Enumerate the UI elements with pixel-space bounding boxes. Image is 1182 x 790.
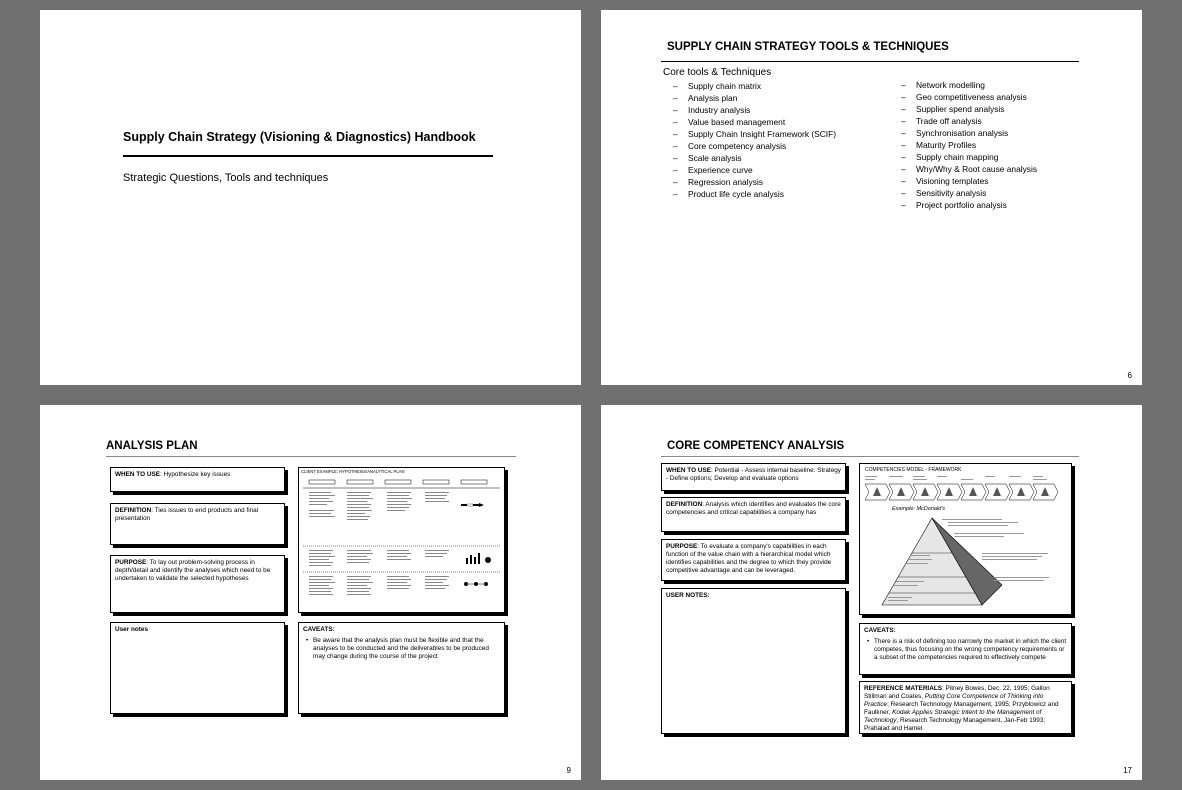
ref-title-2: Kodak Applies Strategic Intent to the Management of Technology (864, 709, 1042, 724)
list-item: – Network modelling (901, 79, 1037, 91)
caveats-list (864, 638, 1067, 662)
slide-core-competency (601, 405, 1142, 780)
caveats-box: CAVEATS: • Be aware that the analysis plan must be flexible and that the analyses to be conducted and the deliverables to be produced may change during the course of the project (298, 622, 505, 714)
caveats-list (303, 637, 500, 661)
list-item: – Visioning templates (901, 175, 1037, 187)
purpose-label: PURPOSE (115, 559, 147, 566)
notes-label: USER NOTES: (666, 592, 710, 599)
definition-text: : Ties issues to end products and final presentation (115, 507, 259, 522)
caveat-item: • Be aware that the analysis plan must be flexible and that the analyses to be conducted and the deliverables to be produced may change during the course of the project (303, 637, 500, 661)
purpose-label: PURPOSE (666, 543, 698, 550)
list-item: – Supply chain matrix (673, 80, 836, 92)
example-title: CLIENT EXAMPLE: HYPOTHESIS/ANALYTICAL PLAN (301, 469, 405, 474)
purpose-box (661, 539, 846, 581)
definition-text: : Analysis which identifies and evaluates the core competencies and critical capabilities a company has (666, 501, 841, 516)
list-item: – Supply chain mapping (901, 151, 1037, 163)
slide-heading: ANALYSIS PLAN (106, 440, 198, 452)
framework-title: COMPETENCIES MODEL - FRAMEWORK (865, 467, 962, 473)
list-item: – Regression analysis (673, 176, 836, 188)
user-notes-box (110, 622, 285, 714)
heading-divider (661, 456, 1079, 457)
reference-materials-box (859, 681, 1072, 734)
title-divider (123, 155, 493, 157)
definition-label: DEFINITION (666, 501, 703, 508)
purpose-text: : To lay out problem-solving process in depth/detail and identify the analyses which need to be undertaken to validate the selected hypotheses (115, 559, 271, 582)
when-label: WHEN TO USE (115, 471, 160, 478)
list-item: – Maturity Profiles (901, 139, 1037, 151)
list-item: – Sensitivity analysis (901, 187, 1037, 199)
list-item: – Trade off analysis (901, 115, 1037, 127)
slide-heading: CORE COMPETENCY ANALYSIS (667, 440, 845, 452)
caveat-item: • There is a risk of defining too narrowly the market in which the client competes, thus focusing on the wrong competency requirements or a subset of the competencies required to effectively compete (864, 638, 1067, 662)
caveats-label: CAVEATS (303, 626, 333, 633)
list-item: – Value based management (673, 116, 836, 128)
when-text: : Potential - Assess internal baseline: Strategy - Define options; Develop and evaluate options (666, 467, 841, 482)
ref-title-1: Putting Core Competence of Thinking into Practice (864, 693, 1044, 708)
ref-text-3: , Research Technology Management, Jan-Feb 1993; Prahalad and Hamel. (864, 717, 1046, 732)
list-item: – Supply Chain Insight Framework (SCIF) (673, 128, 836, 140)
heading-divider (661, 61, 1079, 62)
value-chain-row (862, 474, 1069, 502)
page-number: 17 (1123, 766, 1132, 775)
user-notes-box (661, 588, 846, 734)
list-item: – Product life cycle analysis (673, 188, 836, 200)
tools-list-left (673, 80, 836, 200)
page-number: 6 (1127, 371, 1132, 380)
ref-label: REFERENCE MATERIALS (864, 685, 942, 692)
list-item: – Core competency analysis (673, 140, 836, 152)
list-item: – Supplier spend analysis (901, 103, 1037, 115)
page-number: 9 (566, 766, 571, 775)
heading-divider (106, 456, 516, 457)
definition-box (110, 503, 285, 545)
list-item: – Industry analysis (673, 104, 836, 116)
definition-box (661, 497, 846, 532)
core-tools-intro: Core tools & Techniques (663, 67, 772, 78)
when-label: WHEN TO USE (666, 467, 711, 474)
handbook-subtitle: Strategic Questions, Tools and techniques (123, 172, 329, 184)
example-hypothesis-plan (298, 467, 505, 613)
caveats-box: CAVEATS: • There is a risk of defining too narrowly the market in which the client competes, thus focusing on the wrong competency requirements or a subset of the competencies required to effectively compete (859, 623, 1072, 675)
slide-heading: SUPPLY CHAIN STRATEGY TOOLS & TECHNIQUES (667, 41, 949, 53)
definition-label: DEFINITION (115, 507, 152, 514)
slide-tools-techniques (601, 10, 1142, 385)
notes-label: User notes (115, 626, 149, 633)
tools-list-right (901, 79, 1037, 211)
caveats-label: CAVEATS (864, 627, 894, 634)
slide-title-page (40, 10, 581, 385)
list-item: – Synchronisation analysis (901, 127, 1037, 139)
when-to-use-box (110, 467, 285, 492)
ref-text-2: ; Research Technology Management, 1995; Przyblowicz and Faulkner, (864, 701, 1059, 716)
list-item: – Project portfolio analysis (901, 199, 1037, 211)
list-item: – Experience curve (673, 164, 836, 176)
slide-analysis-plan (40, 405, 581, 780)
purpose-text: : To evaluate a company's capabilities in each function of the value chain with a hierarchical model which identifies capabilities and the degree to which they provide competitive advantage and can be leveraged. (666, 543, 832, 574)
competencies-framework (859, 463, 1072, 615)
list-item: – Geo competitiveness analysis (901, 91, 1037, 103)
purpose-box (110, 555, 285, 613)
example-plan-figure (301, 474, 502, 606)
handbook-title: Supply Chain Strategy (Visioning & Diagnostics) Handbook (123, 130, 476, 144)
ref-text-1: : Pitney Bowes, Dec. 22, 1995; Gallon Stillman and Coates, (864, 685, 1050, 700)
when-text: : Hypothesize key issues (159, 471, 231, 478)
list-item: – Analysis plan (673, 92, 836, 104)
list-item: – Scale analysis (673, 152, 836, 164)
when-to-use-box (661, 463, 846, 491)
competency-pyramid (862, 513, 1069, 613)
example-label: Example: McDonald's (892, 506, 946, 512)
list-item: – Why/Why & Root cause analysis (901, 163, 1037, 175)
